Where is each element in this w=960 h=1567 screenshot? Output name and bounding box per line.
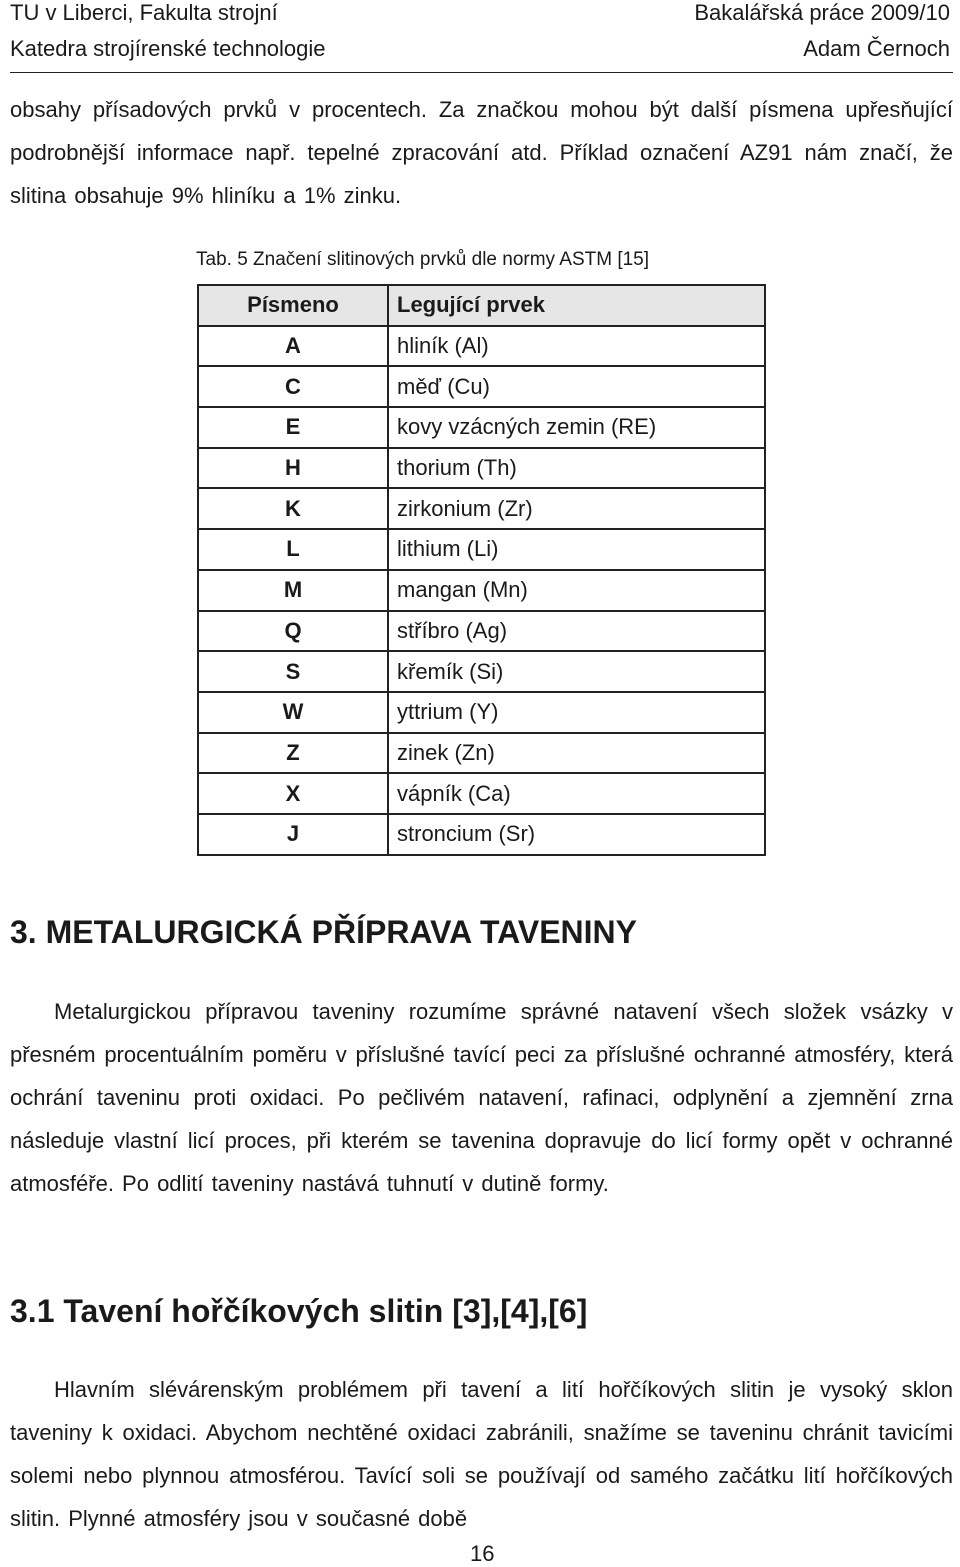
letter-cell: M [198,570,388,611]
table-row [198,529,765,570]
table-row [198,407,765,448]
element-cell: stříbro (Ag) [388,611,765,652]
header-department: Katedra strojírenské technologie [10,36,326,61]
letter-cell: K [198,488,388,529]
letter-cell: L [198,529,388,570]
alloy-designation-table [197,284,766,856]
element-cell: stroncium (Sr) [388,814,765,855]
section-3-1-paragraph: Hlavním slévárenským problémem při tavení a lití hořčíkových slitin je vysoký sklon taveniny k oxidaci. Abychom nechtěné oxidaci zabránili, snažíme se taveninu chránit tavicími solemi nebo plynnou atmosférou. Tavící soli se používají od samého začátku lití hořčíkových slitin. Plynné atmosféry jsou v současné době [10,1377,953,1531]
letter-cell: S [198,651,388,692]
element-cell: křemík (Si) [388,651,765,692]
table-row [198,773,765,814]
section-3-paragraph: Metalurgickou přípravou taveniny rozumíme správné natavení všech složek vsázky v přesném procentuálním poměru v příslušné tavící peci za příslušné ochranné atmosféry, která ochrání taveninu proti oxidaci. Po pečlivém natavení, rafinaci, odplynění a zjemnění zrna následuje vlastní licí proces, při kterém se tavenina dopravuje do licí formy opět v ochranné atmosféře. Po odlití taveniny nastává tuhnutí v dutině formy. [10,999,953,1196]
table-row [198,326,765,367]
table-row [198,448,765,489]
element-cell: hliník (Al) [388,326,765,367]
column-header-letter: Písmeno [198,285,388,326]
section-3-1-references: [3],[4],[6] [443,1293,588,1329]
element-cell: yttrium (Y) [388,692,765,733]
header-thesis-type: Bakalářská práce 2009/10 [694,0,950,25]
table-header-row [198,285,765,326]
header-author: Adam Černoch [803,36,950,61]
table-row [198,366,765,407]
element-cell: kovy vzácných zemin (RE) [388,407,765,448]
table-caption: Tab. 5 Značení slitinových prvků dle normy ASTM [15] [196,249,650,270]
element-cell: thorium (Th) [388,448,765,489]
header-divider [10,72,953,73]
table-row [198,651,765,692]
table-row [198,611,765,652]
element-cell: měď (Cu) [388,366,765,407]
element-cell: vápník (Ca) [388,773,765,814]
letter-cell: J [198,814,388,855]
element-cell: mangan (Mn) [388,570,765,611]
letter-cell: Q [198,611,388,652]
letter-cell: E [198,407,388,448]
table-row [198,488,765,529]
letter-cell: Z [198,733,388,774]
letter-cell: C [198,366,388,407]
table-row [198,570,765,611]
table-row [198,692,765,733]
element-cell: zinek (Zn) [388,733,765,774]
letter-cell: H [198,448,388,489]
column-header-element: Legující prvek [388,285,765,326]
page-number: 16 [470,1541,495,1566]
letter-cell: W [198,692,388,733]
table-row [198,814,765,855]
letter-cell: A [198,326,388,367]
section-3-1-title: 3.1 Tavení hořčíkových slitin [10,1293,444,1329]
header-institution: TU v Liberci, Fakulta strojní [10,0,278,25]
element-cell: lithium (Li) [388,529,765,570]
section-3-1-heading [10,1290,587,1332]
table-row [198,733,765,774]
intro-paragraph: obsahy přísadových prvků v procentech. Za značkou mohou být další písmena upřesňující podrobnější informace např. tepelné zpracování atd. Příklad označení AZ91 nám značí, že slitina obsahuje 9% hliníku a 1% zinku. [10,97,953,208]
letter-cell: X [198,773,388,814]
element-cell: zirkonium (Zr) [388,488,765,529]
section-3-heading: 3. METALURGICKÁ PŘÍPRAVA TAVENINY [10,914,637,950]
